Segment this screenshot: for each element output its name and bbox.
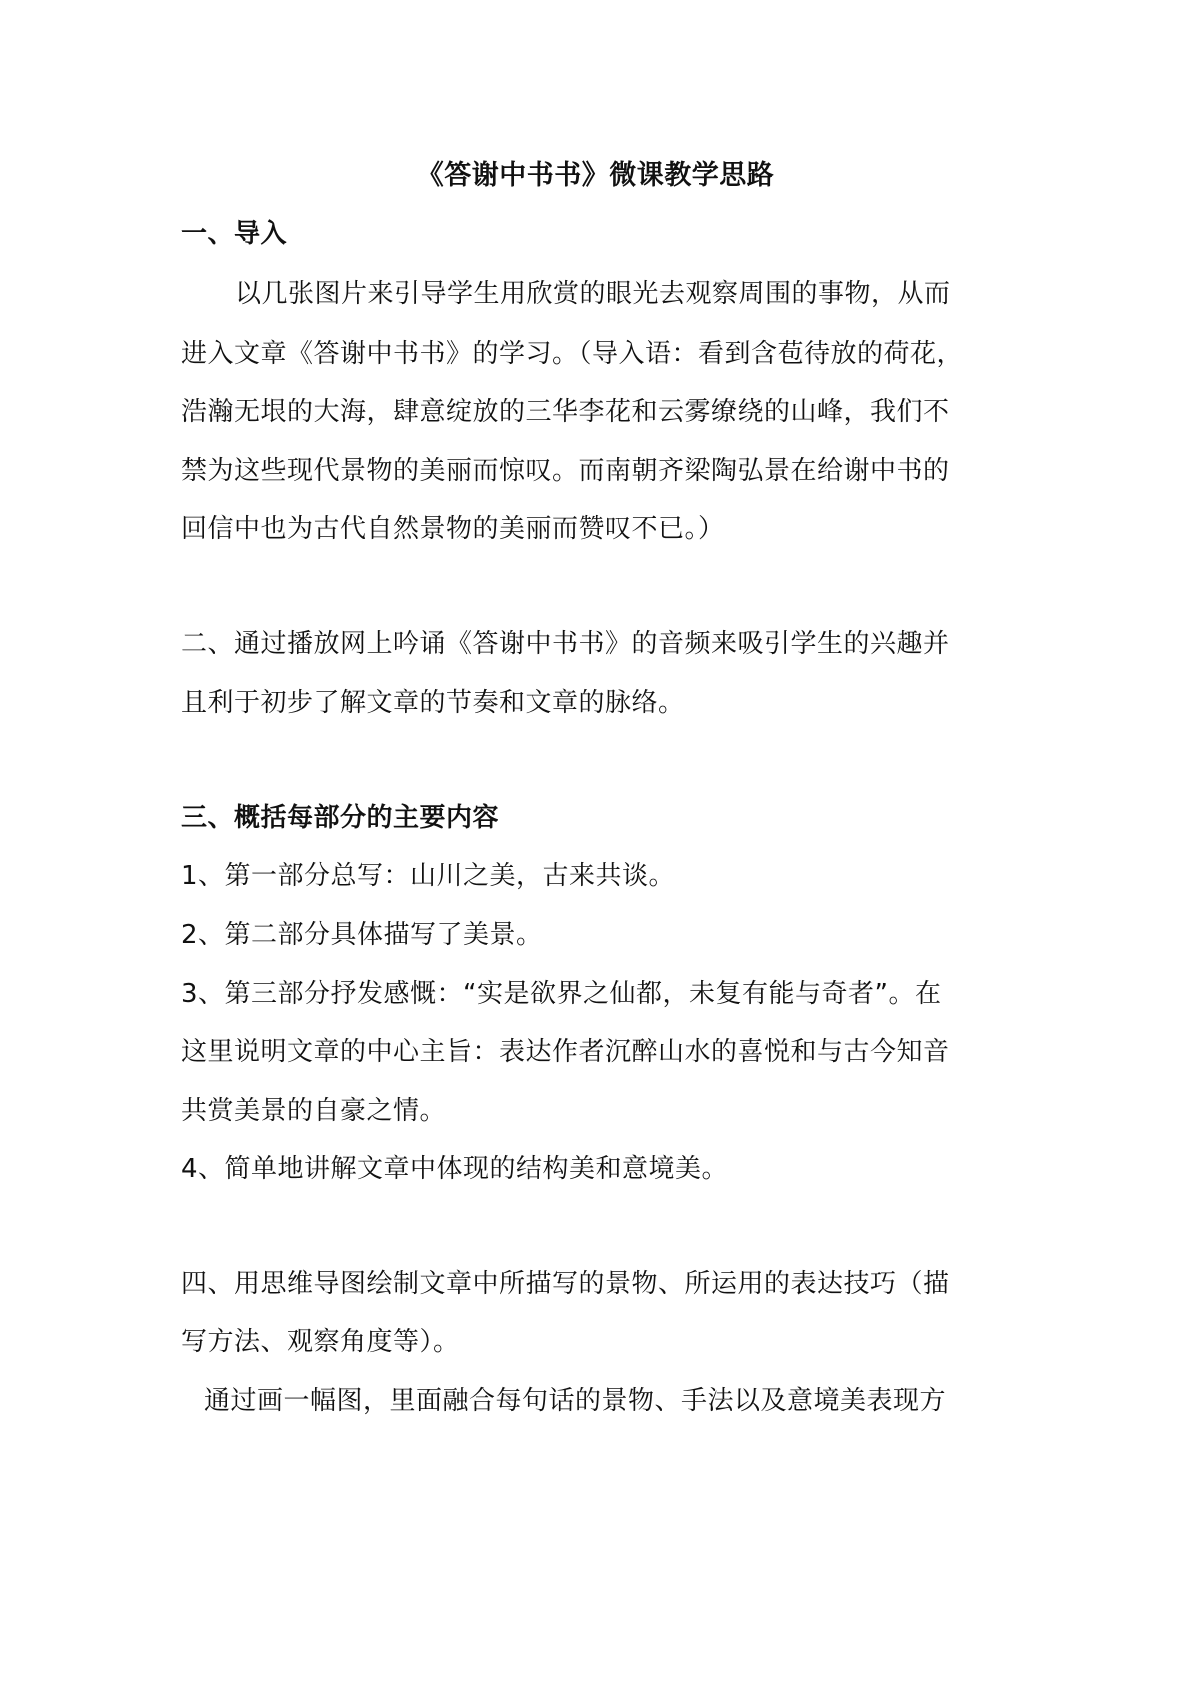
- section3-item: 1、第一部分总写：山川之美，古来共谈。: [181, 861, 676, 891]
- document-title: 《答谢中书书》微课教学思路: [416, 160, 775, 191]
- section1-paragraph-line: 浩瀚无垠的大海，肆意绽放的三华李花和云雾缭绕的山峰，我们不: [181, 397, 950, 427]
- section4-line: 四、用思维导图绘制文章中所描写的景物、所运用的表达技巧（描: [181, 1269, 950, 1299]
- section1-paragraph-line: 以几张图片来引导学生用欣赏的眼光去观察周围的事物，从而: [235, 279, 951, 309]
- section3-item: 3、第三部分抒发感慨：“实是欲界之仙都，未复有能与奇者”。在: [181, 979, 942, 1009]
- section3-item: 4、简单地讲解文章中体现的结构美和意境美。: [181, 1154, 729, 1184]
- section4-line: 通过画一幅图，里面融合每句话的景物、手法以及意境美表现方: [204, 1386, 947, 1416]
- section1-heading: 一、导入: [181, 219, 288, 249]
- section1-paragraph-line: 进入文章《答谢中书书》的学习。（导入语：看到含苞待放的荷花，: [181, 339, 964, 369]
- section3-item: 2、第二部分具体描写了美景。: [181, 920, 543, 950]
- section4-line: 写方法、观察角度等）。: [181, 1327, 460, 1357]
- section1-paragraph-line: 回信中也为古代自然景物的美丽而赞叹不已。）: [181, 514, 725, 544]
- section3-heading: 三、概括每部分的主要内容: [181, 803, 500, 833]
- section1-paragraph-line: 禁为这些现代景物的美丽而惊叹。而南朝齐梁陶弘景在给谢中书的: [181, 456, 950, 486]
- section2-line: 二、通过播放网上吟诵《答谢中书书》的音频来吸引学生的兴趣并: [181, 629, 950, 659]
- section3-item: 共赏美景的自豪之情。: [181, 1096, 447, 1126]
- section2-line: 且利于初步了解文章的节奏和文章的脉络。: [181, 688, 685, 718]
- section3-item: 这里说明文章的中心主旨：表达作者沉醉山水的喜悦和与古今知音: [181, 1037, 950, 1067]
